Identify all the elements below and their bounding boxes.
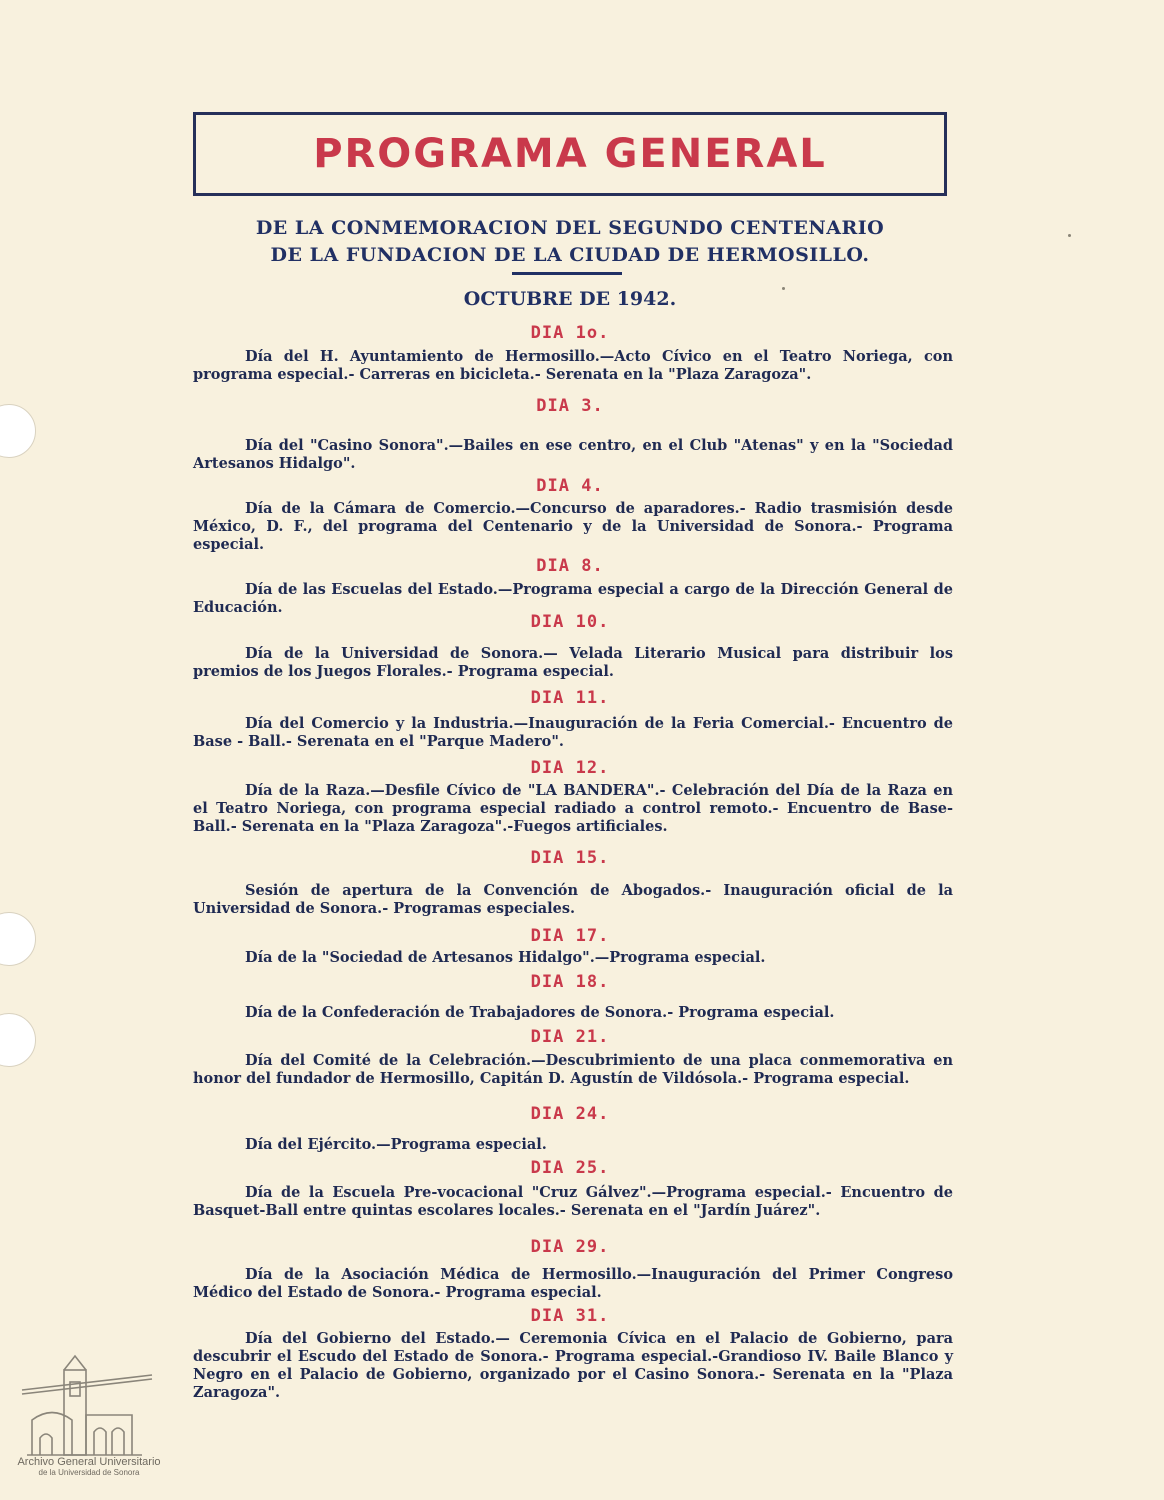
day-description: Día del Comité de la Celebración.—Descubrimiento de una placa conmemorativa en honor del fundador de Hermosillo, Capitán D. Agustín de Vildósola.- Programa especial. bbox=[193, 1052, 953, 1087]
page-title: PROGRAMA GENERAL bbox=[313, 131, 827, 177]
day-description: Día del Comercio y la Industria.—Inauguración de la Feria Comercial.- Encuentro de Base - Ball.- Serenata en el "Parque Madero". bbox=[193, 715, 953, 750]
day-description: Día del H. Ayuntamiento de Hermosillo.—Acto Cívico en el Teatro Noriega, con programa especial.- Carreras en bicicleta.- Serenata en la "Plaza Zaragoza". bbox=[193, 348, 953, 383]
day-description: Día de la Asociación Médica de Hermosillo.—Inauguración del Primer Congreso Médico del Estado de Sonora.- Programa especial. bbox=[193, 1266, 953, 1301]
archive-caption bbox=[14, 1456, 164, 1477]
title-box bbox=[193, 112, 947, 196]
day-description: Día del "Casino Sonora".—Bailes en ese centro, en el Club "Atenas" y en la "Sociedad Artesanos Hidalgo". bbox=[193, 437, 953, 472]
day-description: Día de la Escuela Pre-vocacional "Cruz Gálvez".—Programa especial.- Encuentro de Basquet-Ball entre quintas escolares locales.- Serenata en el "Jardín Juárez". bbox=[193, 1184, 953, 1219]
day-label: DIA 1o. bbox=[530, 323, 610, 343]
day-label: DIA 12. bbox=[530, 758, 610, 778]
day-label: DIA 31. bbox=[530, 1306, 610, 1326]
day-label: DIA 18. bbox=[530, 972, 610, 992]
subtitle-line-1: DE LA CONMEMORACION DEL SEGUNDO CENTENARIO bbox=[255, 217, 885, 239]
day-description: Día de la Raza.—Desfile Cívico de "LA BANDERA".- Celebración del Día de la Raza en el Teatro Noriega, con programa especial radiado a control remoto.- Encuentro de Base-Ball.- Serenata en la "Plaza Zaragoza".-Fuegos artificiales. bbox=[193, 782, 953, 835]
day-description: Día del Gobierno del Estado.— Ceremonia Cívica en el Palacio de Gobierno, para descubrir el Escudo del Estado de Sonora.- Programa especial.-Grandioso IV. Baile Blanco y Negro en el Palacio de Gobierno, organizado por el Casino Sonora.- Serenata en la "Plaza Zaragoza". bbox=[193, 1330, 953, 1401]
day-label: DIA 8. bbox=[536, 556, 604, 576]
day-description: Sesión de apertura de la Convención de Abogados.- Inauguración oficial de la Universidad de Sonora.- Programas especiales. bbox=[193, 882, 953, 917]
day-label: DIA 17. bbox=[530, 926, 610, 946]
month-heading: OCTUBRE DE 1942. bbox=[463, 288, 677, 310]
day-label: DIA 21. bbox=[530, 1027, 610, 1047]
day-description: Día de las Escuelas del Estado.—Programa especial a cargo de la Dirección General de Educación. bbox=[193, 581, 953, 616]
day-label: DIA 29. bbox=[530, 1237, 610, 1257]
punch-hole bbox=[0, 404, 36, 458]
day-description: Día de la Cámara de Comercio.—Concurso de aparadores.- Radio trasmisión desde México, D. F., del programa del Centenario y de la Universidad de Sonora.- Programa especial. bbox=[193, 500, 953, 553]
day-label: DIA 4. bbox=[536, 476, 604, 496]
day-description: Día de la "Sociedad de Artesanos Hidalgo".—Programa especial. bbox=[245, 949, 766, 966]
day-label: DIA 15. bbox=[530, 848, 610, 868]
day-label: DIA 3. bbox=[536, 396, 604, 416]
subtitle bbox=[200, 215, 940, 269]
day-label: DIA 25. bbox=[530, 1158, 610, 1178]
day-description: Día del Ejército.—Programa especial. bbox=[245, 1136, 547, 1153]
punch-hole bbox=[0, 1013, 36, 1067]
day-label: DIA 24. bbox=[530, 1104, 610, 1124]
punch-hole bbox=[0, 912, 36, 966]
day-label: DIA 11. bbox=[530, 688, 610, 708]
paper-speck bbox=[1068, 234, 1071, 237]
day-description: Día de la Universidad de Sonora.— Velada Literario Musical para distribuir los premios de los Juegos Florales.- Programa especial. bbox=[193, 645, 953, 680]
subtitle-line-2: DE LA FUNDACION DE LA CIUDAD DE HERMOSILLO. bbox=[270, 244, 870, 266]
archive-name: Archivo General Universitario bbox=[17, 1456, 161, 1468]
divider-rule bbox=[512, 272, 622, 275]
archive-institution: de la Universidad de Sonora bbox=[38, 1468, 140, 1477]
day-label: DIA 10. bbox=[530, 612, 610, 632]
day-description: Día de la Confederación de Trabajadores de Sonora.- Programa especial. bbox=[245, 1004, 835, 1021]
